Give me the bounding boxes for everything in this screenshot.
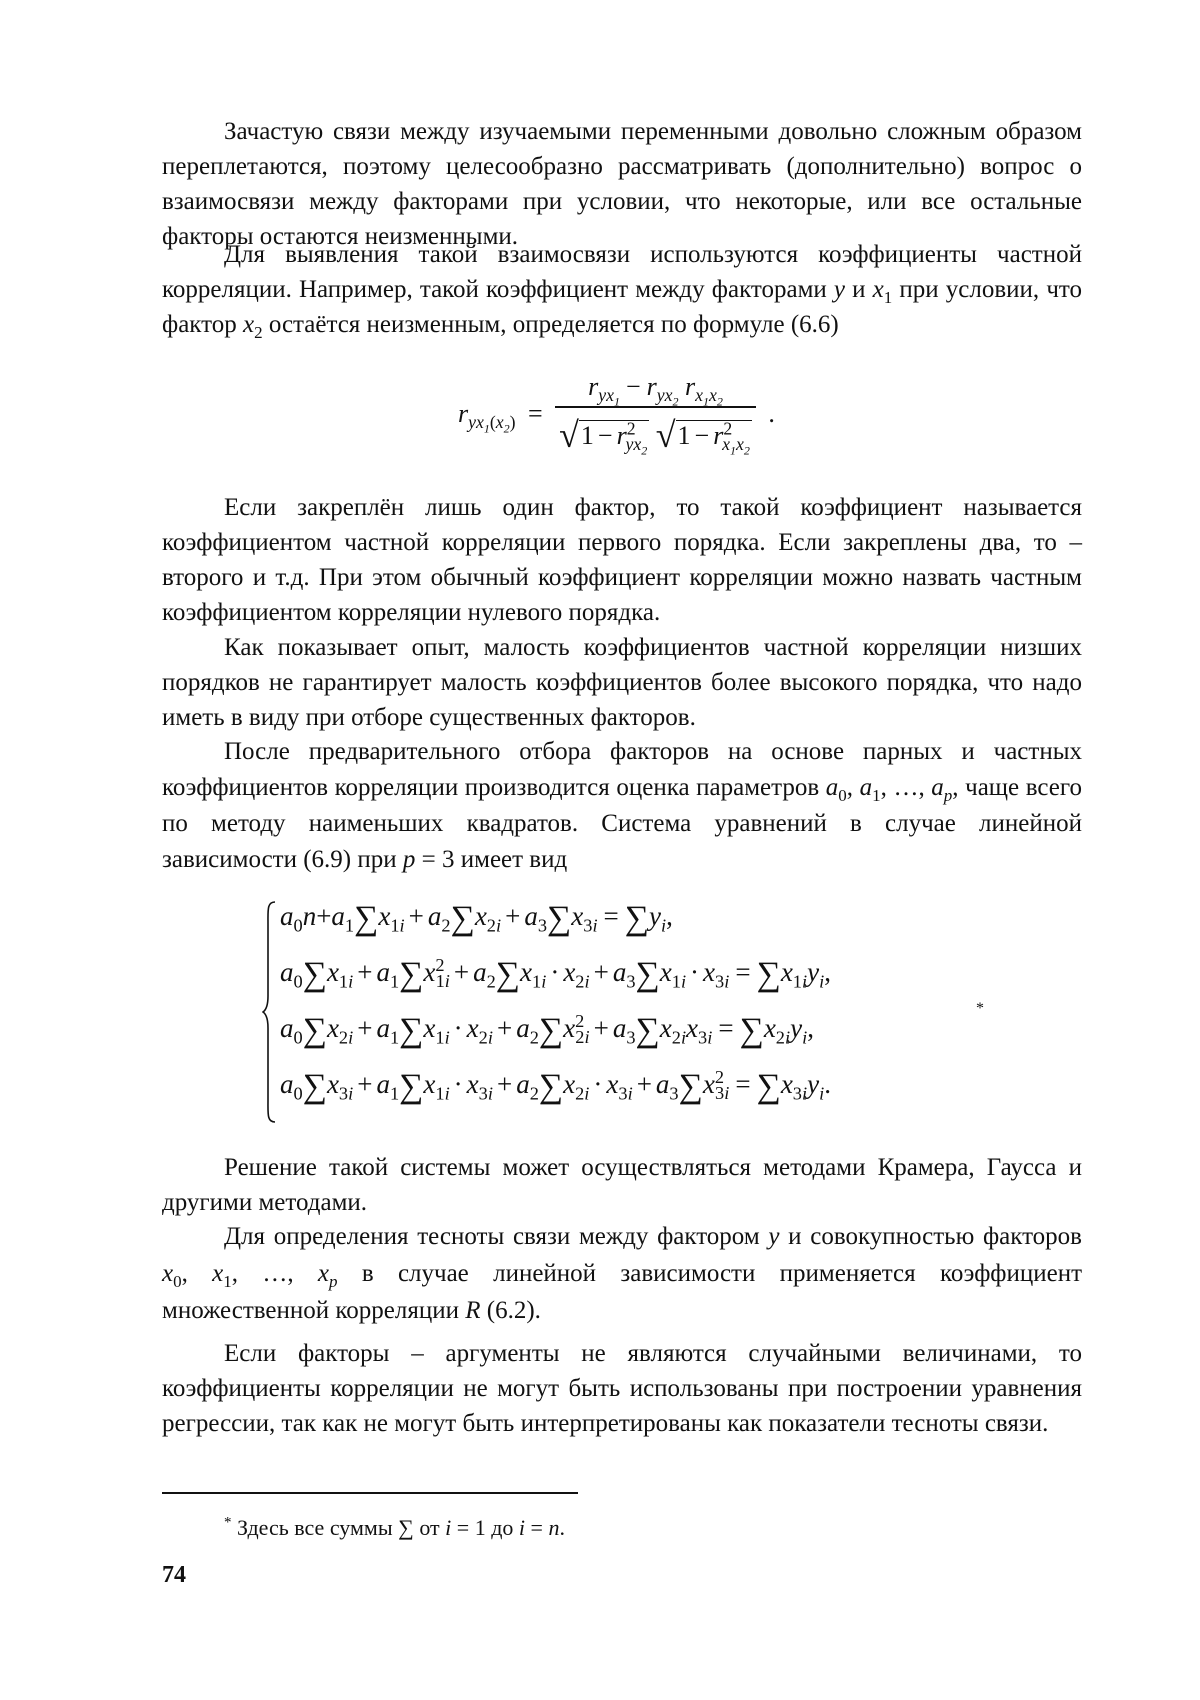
math-symbol: = bbox=[603, 901, 619, 931]
math-symbol: = bbox=[735, 957, 751, 987]
math-symbol: 1 bbox=[435, 1027, 445, 1048]
math-symbol: 3 bbox=[618, 1083, 628, 1104]
text-run: при условии, что фактор bbox=[162, 276, 1082, 338]
paragraph-6: Решение такой системы может осуществляться методами Крамера, Гаусса и другими методами. bbox=[162, 1154, 1082, 1216]
partial-correlation-formula bbox=[458, 372, 775, 456]
paragraph-4: Как показывает опыт, малость коэффициентов частной корреляции низших порядков не гарантирует малость коэффициентов более высокого порядка, что надо иметь в виду при отборе существенных факторов. bbox=[162, 634, 1082, 731]
math-symbol: 3 bbox=[715, 971, 725, 992]
math-symbol: i bbox=[680, 971, 687, 992]
math-symbol: 2 bbox=[575, 1011, 585, 1031]
math-symbol: a bbox=[524, 901, 538, 931]
math-symbol: x bbox=[423, 1069, 436, 1099]
footnote-text: = 1 до bbox=[451, 1515, 519, 1540]
math-symbol: a bbox=[516, 1013, 530, 1043]
math-symbol: x bbox=[659, 957, 672, 987]
math-symbol: i bbox=[444, 1083, 450, 1104]
math-sub: 2 bbox=[254, 323, 263, 342]
math-symbol: + bbox=[357, 957, 373, 987]
paragraph-2 bbox=[162, 237, 1082, 342]
math-x: x bbox=[317, 1260, 330, 1287]
math-symbol: 1 bbox=[435, 1083, 445, 1104]
math-r: r bbox=[616, 421, 627, 450]
math-symbol: x bbox=[571, 901, 584, 931]
math-symbol: 1 bbox=[792, 971, 802, 992]
math-symbol: ∑ bbox=[538, 1068, 564, 1105]
footnote-text: . bbox=[559, 1515, 565, 1540]
math-symbol: + bbox=[408, 901, 424, 931]
equation-line-2 bbox=[280, 956, 831, 994]
math-a: a bbox=[825, 774, 839, 801]
math-symbol: x bbox=[326, 1069, 339, 1099]
math-symbol: i bbox=[444, 971, 450, 992]
math-symbol: 2 bbox=[435, 955, 445, 975]
math-symbol: 2 bbox=[671, 1027, 681, 1048]
math-symbol: i bbox=[444, 1027, 450, 1048]
math-symbol: i bbox=[348, 971, 354, 992]
math-symbol: 2 bbox=[775, 1027, 785, 1048]
math-symbol: x bbox=[378, 901, 391, 931]
math-symbol: y bbox=[807, 957, 820, 987]
sqrt-sign: √ bbox=[655, 415, 676, 455]
math-symbol: i bbox=[348, 1027, 354, 1048]
math-i: i bbox=[445, 1515, 452, 1540]
math-sub: 1 bbox=[223, 1272, 232, 1291]
math-symbol: x bbox=[763, 1013, 776, 1043]
math-symbol: 3 bbox=[583, 915, 593, 936]
math-symbol: 1 bbox=[344, 915, 355, 936]
math-sub: 0 bbox=[173, 1272, 182, 1291]
math-symbol: 3 bbox=[792, 1083, 802, 1104]
math-symbol: 1 bbox=[532, 971, 542, 992]
math-symbol: n bbox=[302, 901, 317, 931]
math-symbol: ∑ bbox=[399, 956, 424, 993]
math-sup: 2 bbox=[723, 418, 733, 439]
text-run: = 3 имеет вид bbox=[415, 846, 568, 873]
text-run: остаётся неизменным, определяется по формуле (6.6) bbox=[262, 311, 839, 338]
math-symbol: x bbox=[326, 957, 339, 987]
math-symbol: i bbox=[592, 915, 598, 936]
math-symbol: a bbox=[280, 1013, 294, 1043]
math-symbol: x bbox=[423, 957, 436, 987]
math-symbol: 2 bbox=[338, 1027, 349, 1048]
sum-symbol: ∑ bbox=[398, 1515, 414, 1540]
math-symbol: ∑ bbox=[399, 1068, 424, 1105]
math-symbol: . bbox=[824, 1069, 831, 1099]
math-symbol: i bbox=[487, 1083, 493, 1104]
math-period: . bbox=[768, 399, 775, 428]
math-symbol: x bbox=[474, 901, 487, 931]
math-symbol: · bbox=[593, 1069, 603, 1099]
math-symbol: a bbox=[427, 901, 442, 931]
text-run: , …, bbox=[231, 1260, 318, 1287]
math-sub: 1 bbox=[883, 288, 893, 307]
math-symbol: a bbox=[280, 957, 294, 987]
math-symbol: i bbox=[348, 1083, 354, 1104]
equation-system bbox=[262, 900, 1022, 1125]
math-symbol: i bbox=[801, 971, 808, 992]
math-symbol: a bbox=[655, 1069, 670, 1099]
math-symbol: i bbox=[724, 971, 730, 992]
math-paren: ( bbox=[489, 412, 496, 433]
math-symbol: 2 bbox=[575, 1027, 585, 1048]
math-symbol: a bbox=[376, 1069, 390, 1099]
math-symbol: i bbox=[495, 915, 502, 936]
math-symbol: i bbox=[584, 971, 590, 992]
paragraph-7 bbox=[162, 1218, 1082, 1329]
math-r: r bbox=[646, 372, 657, 401]
text-run: и совокупностью факторов bbox=[779, 1223, 1082, 1250]
paragraph-1: Зачастую связи между изучаемыми переменными довольно сложным образом переплетаются, поэтому целесообразно рассматривать (дополнительно) вопрос о взаимосвязи между факторами при условии, что некоторые, или все остальные факторы остаются неизменными. bbox=[162, 118, 1082, 250]
text-run: Для определения тесноты связи между фактором bbox=[224, 1223, 769, 1250]
math-symbol: 3 bbox=[478, 1083, 488, 1104]
math-symbol: i bbox=[802, 1027, 808, 1048]
math-symbol: a bbox=[612, 957, 627, 987]
math-symbol: i bbox=[487, 1027, 493, 1048]
math-sub: p bbox=[943, 786, 953, 805]
math-symbol: x bbox=[466, 1069, 479, 1099]
math-symbol: i bbox=[724, 1083, 730, 1104]
math-symbol: 3 bbox=[626, 971, 636, 992]
math-symbol: x bbox=[520, 957, 533, 987]
paragraph-8: Если факторы – аргументы не являются случайными величинами, то коэффициенты корреляции не могут быть использованы при построении уравнения регрессии, так как не могут быть интерпретированы как показатели тесноты связи. bbox=[162, 1340, 1082, 1437]
math-symbol: y bbox=[807, 1069, 820, 1099]
math-symbol: x bbox=[563, 957, 576, 987]
math-symbol: a bbox=[280, 901, 294, 931]
math-symbol: ∑ bbox=[450, 900, 475, 937]
math-equals: = bbox=[527, 399, 543, 428]
footnote-separator bbox=[162, 1492, 578, 1494]
math-subsub: 2 bbox=[641, 443, 648, 458]
math-symbol: ∑ bbox=[354, 900, 379, 937]
math-sub: x bbox=[695, 385, 703, 406]
math-sup: 2 bbox=[626, 418, 636, 439]
text-run: в случае линейной зависимости применяется коэффициент множественной корреляции bbox=[162, 1260, 1082, 1324]
math-symbol: ∑ bbox=[302, 1068, 327, 1105]
math-one: 1 bbox=[677, 421, 691, 450]
math-symbol: x bbox=[702, 1069, 715, 1099]
math-subsub: 1 bbox=[730, 443, 737, 458]
math-symbol: 2 bbox=[441, 915, 451, 936]
math-symbol: 2 bbox=[486, 971, 496, 992]
math-symbol: · bbox=[453, 1069, 463, 1099]
math-symbol: + bbox=[453, 957, 470, 987]
math-i: i bbox=[518, 1515, 526, 1540]
math-symbol: + bbox=[496, 1069, 513, 1099]
math-subsub: 1 bbox=[702, 394, 709, 409]
footnote-marker: * bbox=[976, 1000, 984, 1017]
math-minus: − bbox=[694, 421, 710, 450]
equation-line-1 bbox=[280, 900, 673, 938]
math-symbol: , bbox=[666, 901, 673, 931]
math-symbol: x bbox=[703, 957, 716, 987]
math-symbol: 1 bbox=[435, 971, 445, 992]
math-x: x bbox=[242, 311, 255, 338]
sqrt-body bbox=[579, 418, 649, 458]
math-symbol: ∑ bbox=[678, 1068, 703, 1105]
math-sub: x bbox=[708, 385, 717, 406]
sqrt-sign: √ bbox=[559, 415, 579, 455]
formula-fraction bbox=[555, 372, 756, 456]
math-symbol: 2 bbox=[529, 1027, 539, 1048]
math-symbol: 0 bbox=[293, 1027, 303, 1048]
text-run: , bbox=[181, 1260, 213, 1287]
math-symbol: 1 bbox=[671, 971, 681, 992]
math-symbol: + bbox=[636, 1069, 652, 1099]
footnote-text: Здесь все суммы bbox=[231, 1515, 399, 1540]
math-symbol: · bbox=[453, 1013, 463, 1043]
math-symbol: 1 bbox=[338, 971, 349, 992]
math-symbol: i bbox=[541, 971, 547, 992]
math-symbol: 1 bbox=[389, 1027, 400, 1048]
math-x: x bbox=[495, 412, 504, 433]
math-symbol: 2 bbox=[529, 1083, 539, 1104]
math-symbol: x bbox=[563, 1069, 576, 1099]
math-symbol: 3 bbox=[338, 1083, 349, 1104]
math-r: r bbox=[713, 421, 724, 450]
math-symbol: i bbox=[707, 1027, 713, 1048]
math-symbol: a bbox=[280, 1069, 294, 1099]
math-symbol: a bbox=[516, 1069, 530, 1099]
math-symbol: 3 bbox=[715, 1083, 725, 1104]
math-symbol: x bbox=[606, 1069, 619, 1099]
math-paren: ) bbox=[509, 412, 516, 433]
math-symbol: i bbox=[680, 1027, 687, 1048]
math-symbol: ∑ bbox=[756, 956, 781, 993]
math-symbol: 2 bbox=[478, 1027, 488, 1048]
fraction-denominator bbox=[555, 408, 756, 456]
math-symbol: ∑ bbox=[624, 900, 650, 937]
math-sub: yx bbox=[656, 385, 673, 406]
math-symbol: x bbox=[659, 1013, 672, 1043]
math-r: r bbox=[685, 372, 696, 401]
math-symbol: 2 bbox=[575, 1083, 585, 1104]
math-symbol: ∑ bbox=[538, 1012, 564, 1049]
math-symbol: i bbox=[801, 1083, 808, 1104]
math-symbol: ∑ bbox=[547, 900, 572, 937]
math-sub: x bbox=[736, 434, 744, 455]
math-symbol: 3 bbox=[537, 915, 548, 936]
text-run: , чаще всего по методу наименьших квадратов. Система уравнений в случае линейной зависимости (6.9) при bbox=[162, 774, 1083, 873]
math-symbol: i bbox=[819, 1083, 825, 1104]
math-sub: x bbox=[722, 434, 730, 455]
math-minus: − bbox=[597, 421, 613, 450]
math-symbol: 2 bbox=[486, 915, 496, 936]
system-brace bbox=[262, 900, 276, 1125]
sqrt-body bbox=[676, 418, 752, 458]
math-symbol: 0 bbox=[293, 1083, 303, 1104]
footnote-text: = bbox=[525, 1515, 549, 1540]
math-symbol: ∑ bbox=[302, 956, 327, 993]
math-symbol: i bbox=[399, 915, 405, 936]
math-symbol: 1 bbox=[389, 1083, 400, 1104]
math-symbol: 3 bbox=[626, 1027, 636, 1048]
math-sub: yx bbox=[598, 385, 614, 406]
math-a: a bbox=[859, 774, 873, 801]
math-symbol: 3 bbox=[698, 1027, 708, 1048]
math-symbol: ∑ bbox=[399, 1012, 424, 1049]
math-symbol: ∑ bbox=[756, 1068, 781, 1105]
math-symbol: = bbox=[735, 1069, 751, 1099]
math-symbol: · bbox=[550, 957, 560, 987]
math-r: r bbox=[588, 372, 599, 401]
math-symbol: 1 bbox=[389, 971, 400, 992]
math-symbol: x bbox=[326, 1013, 339, 1043]
math-symbol: i bbox=[584, 1083, 590, 1104]
math-y: y bbox=[833, 276, 846, 303]
math-symbol: · bbox=[690, 957, 700, 987]
text-run: После предварительного отбора факторов на основе парных и частных коэффициентов корреляции производится оценка параметров bbox=[162, 738, 1082, 801]
text-run: и bbox=[845, 276, 873, 303]
math-symbol: x bbox=[686, 1013, 699, 1043]
page-number: 74 bbox=[162, 1562, 186, 1588]
math-symbol: 0 bbox=[293, 971, 303, 992]
math-symbol: ∑ bbox=[495, 956, 521, 993]
math-symbol: + bbox=[593, 957, 609, 987]
math-sub: 1 bbox=[872, 786, 881, 805]
math-x: x bbox=[162, 1260, 174, 1287]
footnote-text: от bbox=[413, 1515, 446, 1540]
text-run: , …, bbox=[880, 774, 932, 801]
math-x: x bbox=[212, 1260, 224, 1287]
math-n: n bbox=[548, 1515, 560, 1540]
math-symbol: 2 bbox=[575, 971, 585, 992]
math-symbol: i bbox=[819, 971, 825, 992]
math-symbol: i bbox=[661, 915, 667, 936]
math-symbol: y bbox=[649, 901, 662, 931]
math-symbol: a bbox=[376, 957, 390, 987]
math-p: p bbox=[402, 846, 416, 873]
math-symbol: i bbox=[627, 1083, 633, 1104]
math-symbol: x bbox=[563, 1013, 576, 1043]
math-symbol: ∑ bbox=[635, 956, 660, 993]
math-subsub: 2 bbox=[743, 443, 750, 458]
equation-line-4 bbox=[280, 1068, 831, 1106]
math-symbol: x bbox=[423, 1013, 436, 1043]
math-symbol: 0 bbox=[293, 915, 303, 936]
math-symbol: + bbox=[357, 1069, 373, 1099]
math-symbol: + bbox=[496, 1013, 513, 1043]
math-sub: 0 bbox=[838, 786, 847, 805]
math-one: 1 bbox=[580, 421, 594, 450]
paragraph-5 bbox=[162, 734, 1082, 878]
math-subsub: 2 bbox=[672, 394, 679, 409]
math-sub: yx bbox=[468, 412, 484, 433]
math-symbol: i bbox=[584, 1027, 590, 1048]
math-symbol: ∑ bbox=[302, 1012, 327, 1049]
math-symbol: x bbox=[780, 957, 793, 987]
math-sub: p bbox=[329, 1272, 338, 1291]
math-symbol: x bbox=[466, 1013, 479, 1043]
math-minus: − bbox=[626, 372, 641, 401]
math-R: R bbox=[465, 1297, 481, 1324]
math-symbol: + bbox=[357, 1013, 373, 1043]
math-symbol: y bbox=[790, 1013, 803, 1043]
math-symbol: a bbox=[331, 901, 345, 931]
math-symbol: a bbox=[612, 1013, 627, 1043]
math-subsub: 2 bbox=[716, 394, 723, 409]
math-a: a bbox=[931, 774, 944, 801]
math-y: y bbox=[768, 1223, 780, 1250]
text-run: (6.2). bbox=[480, 1297, 541, 1324]
footnote bbox=[224, 1514, 565, 1542]
math-sub: yx bbox=[625, 434, 642, 455]
math-symbol: 2 bbox=[714, 1067, 725, 1087]
math-symbol: a bbox=[376, 1013, 390, 1043]
math-symbol: ∑ bbox=[739, 1012, 764, 1049]
fraction-numerator bbox=[555, 372, 756, 408]
math-symbol: a bbox=[473, 957, 487, 987]
math-symbol: i bbox=[784, 1027, 791, 1048]
math-symbol: ∑ bbox=[635, 1012, 660, 1049]
equation-line-3 bbox=[280, 1012, 814, 1050]
text-run: Для выявления такой взаимосвязи используются коэффициенты частной корреляции. Например, такой коэффициент между факторами bbox=[162, 241, 1082, 303]
math-symbol: = bbox=[718, 1013, 734, 1043]
math-symbol: , bbox=[824, 957, 831, 987]
math-symbol: 1 bbox=[390, 915, 400, 936]
formula-lhs bbox=[458, 399, 516, 436]
math-subsub: 2 bbox=[503, 421, 510, 436]
footnote-mark: * bbox=[224, 1514, 232, 1531]
math-subsub: 1 bbox=[613, 394, 620, 409]
math-symbol: , bbox=[807, 1013, 814, 1043]
math-symbol: 3 bbox=[669, 1083, 679, 1104]
math-symbol: + bbox=[593, 1013, 609, 1043]
math-symbol: x bbox=[780, 1069, 793, 1099]
paragraph-3: Если закреплён лишь один фактор, то такой коэффициент называется коэффициентом частной корреляции первого порядка. Если закреплены два, то – второго и т.д. При этом обычный коэффициент корреляции можно назвать частным коэффициентом корреляции нулевого порядка. bbox=[162, 494, 1082, 626]
math-subsub: 1 bbox=[483, 421, 490, 436]
math-x: x bbox=[872, 276, 884, 303]
text-run: , bbox=[846, 774, 860, 801]
math-symbol: + bbox=[505, 901, 521, 931]
math-r: r bbox=[458, 399, 469, 428]
math-symbol: + bbox=[316, 901, 332, 931]
